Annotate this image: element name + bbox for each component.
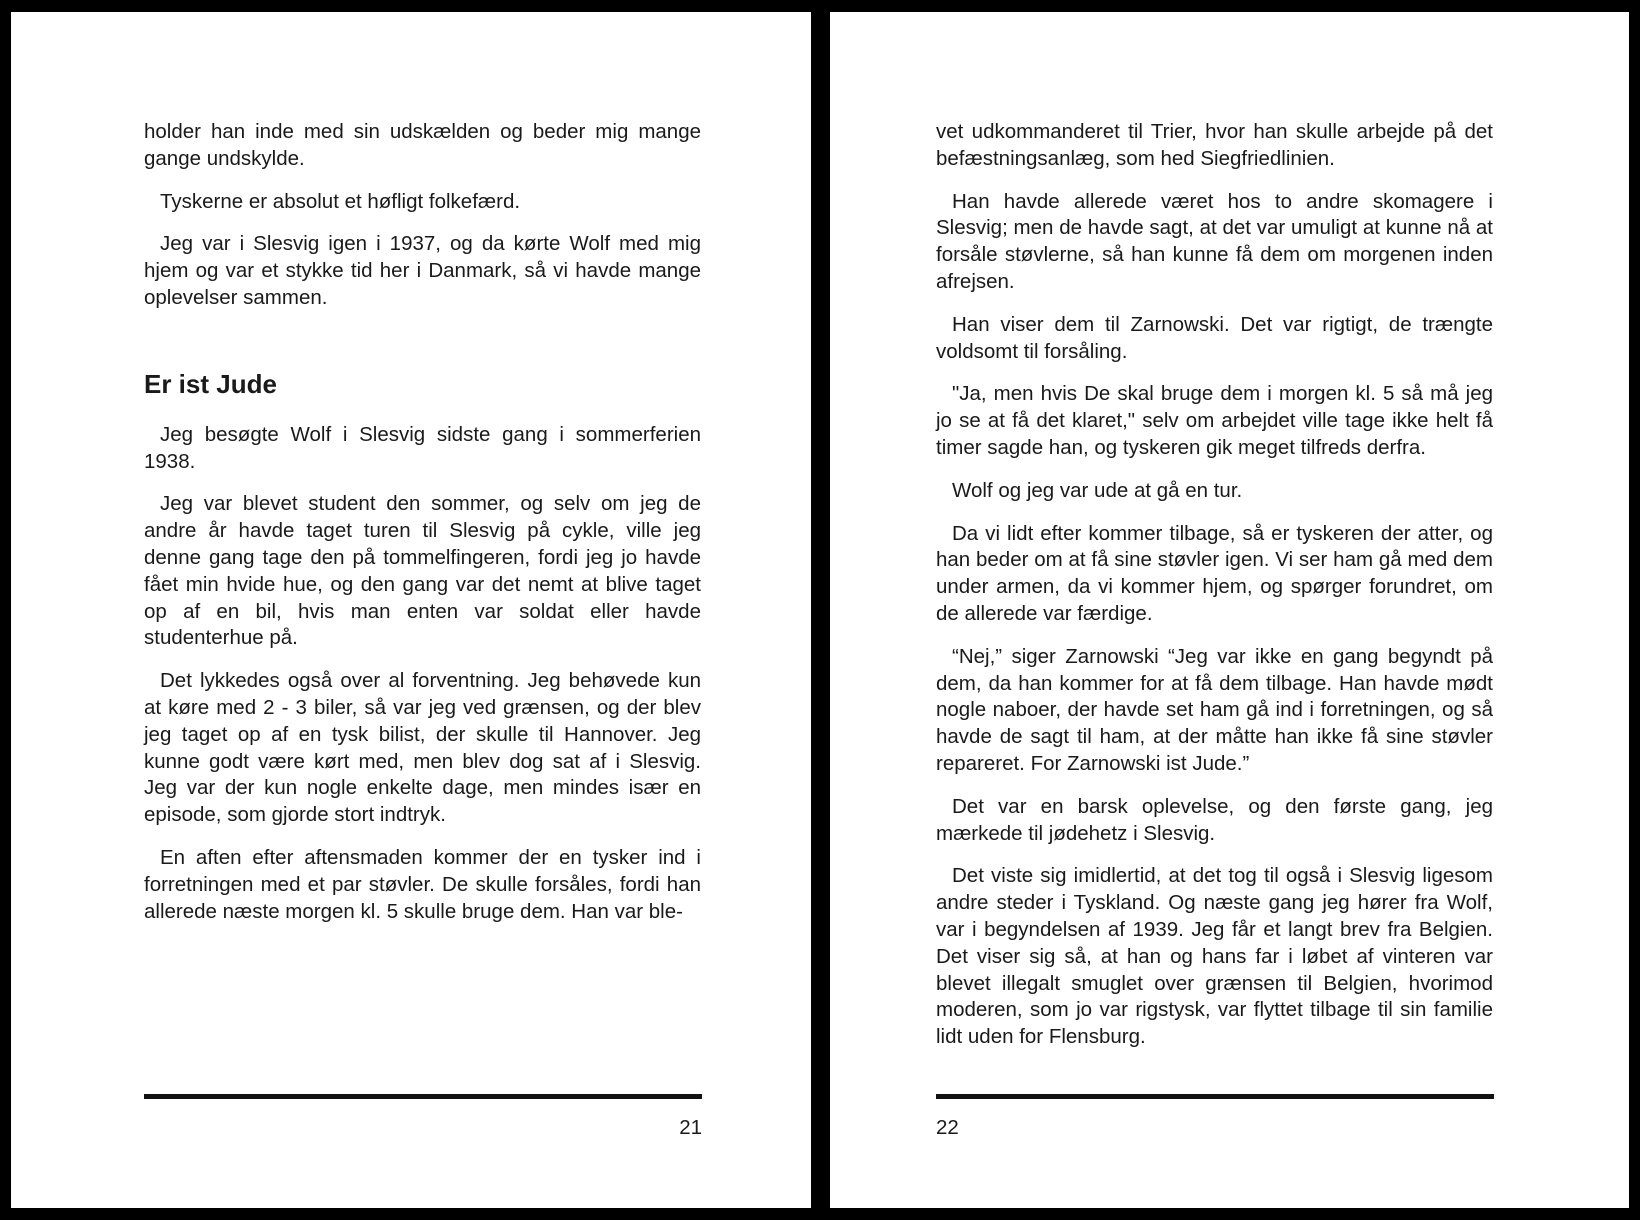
paragraph: “Nej,” siger Zarnowski “Jeg var ikke en gang begyndt på dem, da han kommer for at få dem tilbage. Han havde mødt nogle naboer, der havde set ham gå ind i forretningen, og så havde de sagt til ham, at der måtte han ikke få sine støvler repareret. For Zarnowski ist Jude.” [936, 644, 1493, 775]
paragraph: Det viste sig imidlertid, at det tog til også i Slesvig ligesom andre steder i Tyskland. Og næste gang jeg hører fra Wolf, var i begyndelsen af 1939. Jeg får et langt brev fra Belgien. Det viser sig så, at han og hans far i løbet af vinteren var blevet illegalt smuglet over grænsen til Belgien, hvorimod moderen, som jo var rigstysk, var flyttet tilbage til sin familie lidt uden for Flensburg. [936, 864, 1493, 1049]
paragraph: En aften efter aftensmaden kommer der en tysker ind i forretningen med et par støvler. De skulle forsåles, fordi han allerede næste morgen kl. 5 skulle bruge dem. Han var ble- [144, 845, 701, 923]
paragraph: "Ja, men hvis De skal bruge dem i morgen kl. 5 så må jeg jo se at få det klaret," selv om arbejdet ville tage ikke helt få timer sagde han, og tyskeren gik meget tilfreds derfra. [936, 382, 1493, 459]
paragraph: Jeg besøgte Wolf i Slesvig sidste gang i sommerferien 1938. [144, 422, 701, 473]
paragraph: Jeg var i Slesvig igen i 1937, og da kørte Wolf med mig hjem og var et stykke tid her i Danmark, så vi havde mange oplevelser sammen. [144, 232, 701, 309]
paragraph: Det var en barsk oplevelse, og den første gang, jeg mærkede til jødehetz i Slesvig. [936, 794, 1493, 845]
paragraph: Det lykkedes også over al forventning. Jeg behøvede kun at køre med 2 - 3 biler, så var jeg ved grænsen, og der blev jeg taget op af en tysk bilist, der skulle til Hannover. Jeg kunne godt være kørt med, men blev dog sat af i Slesvig. Jeg var der kun nogle enkelte dage, men mindes især en episode, som gjorde stort indtryk. [144, 669, 701, 827]
footer-rule [144, 1094, 702, 1099]
paragraph: vet udkommanderet til Trier, hvor han skulle arbejde på det befæstningsanlæg, som hed Siegfriedlinien. [936, 120, 1493, 170]
paragraph: Da vi lidt efter kommer tilbage, så er tyskeren der atter, og han beder om at få sine støvler igen. Vi ser ham gå med dem under armen, da vi kommer hjem, og spørger forundret, om de allerede var færdige. [936, 521, 1493, 625]
section-heading: Er ist Jude [144, 368, 277, 399]
paragraph: holder han inde med sin udskælden og beder mig mange gange undskylde. [144, 120, 701, 170]
paragraph: Han havde allerede været hos to andre skomagere i Slesvig; men de havde sagt, at det var umuligt at kunne nå at forsåle støvlerne, så han kunne få dem om morgenen inden afrejsen. [936, 189, 1493, 293]
left-page-body [144, 119, 701, 941]
footer-rule [936, 1094, 1494, 1099]
right-page [830, 12, 1629, 1208]
page-number: 22 [936, 1116, 959, 1139]
left-page [11, 12, 811, 1208]
paragraph: Tyskerne er absolut et høfligt folkefærd. [160, 189, 521, 213]
page-number: 21 [679, 1116, 702, 1139]
right-page-body [936, 119, 1493, 1067]
paragraph: Wolf og jeg var ude at gå en tur. [952, 478, 1243, 502]
paragraph: Han viser dem til Zarnowski. Det var rigtigt, de trængte voldsomt til forsåling. [936, 312, 1493, 363]
paragraph: Jeg var blevet student den sommer, og selv om jeg de andre år havde taget turen til Slesvig på cykle, ville jeg denne gang tage den på tommelfingeren, fordi jeg jo havde fået min hvide hue, og den gang var det nemt at blive taget op af en bil, hvis man enten var soldat eller havde studenterhue på. [144, 492, 701, 650]
